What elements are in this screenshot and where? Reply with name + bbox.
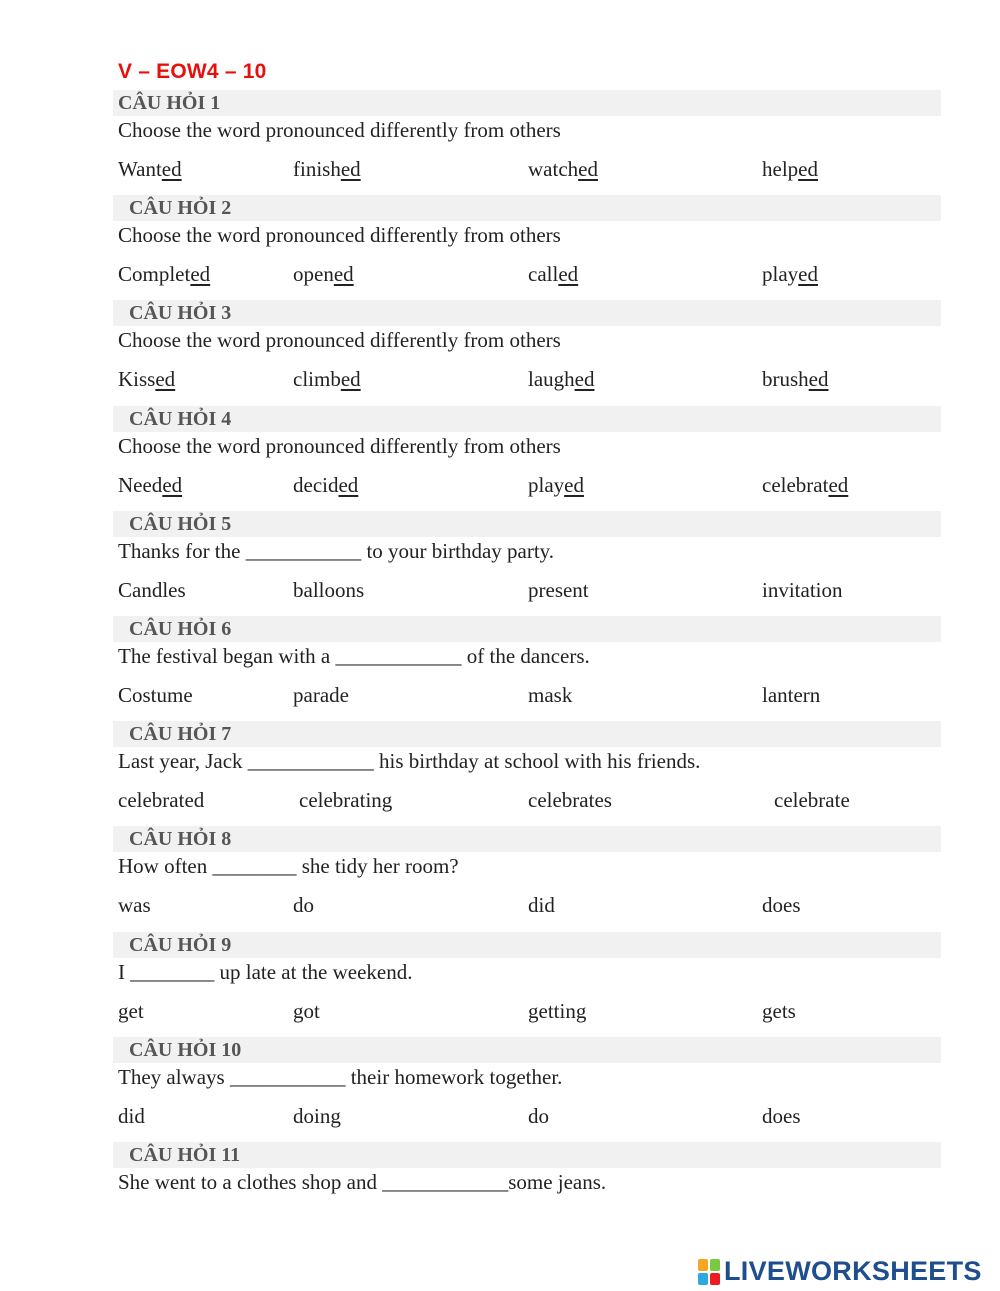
answer-option[interactable] bbox=[293, 366, 361, 392]
answer-option[interactable] bbox=[293, 156, 361, 182]
option-word: balloons bbox=[293, 578, 365, 602]
underlined-suffix: ed bbox=[798, 262, 818, 286]
answer-option[interactable] bbox=[118, 366, 175, 392]
option-word: getting bbox=[528, 999, 587, 1023]
logo-text: LIVEWORKSHEETS bbox=[724, 1256, 982, 1286]
option-word: Want bbox=[118, 157, 162, 181]
answer-option[interactable] bbox=[528, 787, 612, 813]
underlined-suffix: ed bbox=[161, 157, 182, 181]
liveworksheets-logo bbox=[698, 1256, 982, 1287]
question-header: CÂU HỎI 8 bbox=[113, 826, 941, 852]
option-word: brush bbox=[762, 367, 809, 391]
option-word: celebrate bbox=[774, 788, 850, 812]
option-word: gets bbox=[762, 999, 796, 1023]
option-word: celebrat bbox=[762, 473, 829, 497]
liveworksheets-logo-icon bbox=[698, 1259, 720, 1285]
underlined-suffix: ed bbox=[162, 473, 183, 497]
option-word: Need bbox=[118, 473, 163, 497]
answer-option[interactable] bbox=[528, 1103, 549, 1129]
answer-option[interactable] bbox=[293, 1103, 341, 1129]
question-prompt: She went to a clothes shop and ____________some jeans. bbox=[118, 1170, 607, 1194]
answer-option[interactable] bbox=[293, 682, 349, 708]
option-word: celebrated bbox=[118, 788, 205, 812]
answer-option[interactable] bbox=[293, 892, 314, 918]
answer-option[interactable] bbox=[762, 261, 818, 287]
answer-option[interactable] bbox=[299, 787, 392, 813]
answer-option[interactable] bbox=[762, 366, 829, 392]
option-word: did bbox=[528, 893, 555, 917]
answer-option[interactable] bbox=[118, 472, 182, 498]
underlined-suffix: ed bbox=[798, 157, 818, 181]
question-header: CÂU HỎI 11 bbox=[113, 1142, 941, 1168]
answer-option[interactable] bbox=[293, 577, 364, 603]
answer-option[interactable] bbox=[293, 472, 358, 498]
answer-option[interactable] bbox=[762, 156, 818, 182]
question-header: CÂU HỎI 10 bbox=[113, 1037, 941, 1063]
question-header: CÂU HỎI 9 bbox=[113, 932, 941, 958]
question-prompt: Last year, Jack ____________ his birthday at school with his friends. bbox=[118, 749, 701, 773]
answer-option[interactable] bbox=[118, 261, 210, 287]
underlined-suffix: ed bbox=[155, 367, 176, 391]
answer-option[interactable] bbox=[762, 472, 848, 498]
option-word: lantern bbox=[762, 683, 821, 707]
question-header: CÂU HỎI 2 bbox=[113, 195, 941, 221]
option-word: celebrates bbox=[528, 788, 612, 812]
option-word: got bbox=[293, 999, 320, 1023]
question-header: CÂU HỎI 7 bbox=[113, 721, 941, 747]
option-word: parade bbox=[293, 683, 349, 707]
option-word: Candles bbox=[118, 578, 186, 602]
option-word: play bbox=[528, 473, 565, 497]
option-word: decid bbox=[293, 473, 339, 497]
question-header: CÂU HỎI 5 bbox=[113, 511, 941, 537]
option-word: present bbox=[528, 578, 589, 602]
answer-option[interactable] bbox=[528, 261, 578, 287]
answer-option[interactable] bbox=[293, 998, 320, 1024]
page-title: V – EOW4 – 10 bbox=[118, 60, 267, 83]
answer-option[interactable] bbox=[762, 892, 801, 918]
option-word: invitation bbox=[762, 578, 843, 602]
answer-option[interactable] bbox=[118, 787, 204, 813]
underlined-suffix: ed bbox=[564, 473, 584, 497]
question-prompt: Thanks for the ___________ to your birthday party. bbox=[118, 539, 555, 563]
answer-option[interactable] bbox=[118, 892, 151, 918]
answer-option[interactable] bbox=[528, 998, 586, 1024]
question-header: CÂU HỎI 3 bbox=[113, 300, 941, 326]
option-word: Complet bbox=[118, 262, 191, 286]
underlined-suffix: ed bbox=[808, 367, 829, 391]
option-word: play bbox=[762, 262, 799, 286]
option-word: Kiss bbox=[118, 367, 156, 391]
answer-option[interactable] bbox=[118, 998, 144, 1024]
underlined-suffix: ed bbox=[558, 262, 579, 286]
option-word: laugh bbox=[528, 367, 575, 391]
option-word: get bbox=[118, 999, 144, 1023]
option-word: does bbox=[762, 893, 801, 917]
question-header: CÂU HỎI 4 bbox=[113, 406, 941, 432]
question-prompt: Choose the word pronounced differently from others bbox=[118, 434, 561, 458]
question-prompt: I ________ up late at the weekend. bbox=[118, 960, 413, 984]
option-word: do bbox=[293, 893, 314, 917]
underlined-suffix: ed bbox=[190, 262, 211, 286]
answer-option[interactable] bbox=[762, 998, 796, 1024]
answer-option[interactable] bbox=[528, 366, 594, 392]
question-prompt: How often ________ she tidy her room? bbox=[118, 854, 459, 878]
answer-option[interactable] bbox=[293, 261, 354, 287]
option-word: mask bbox=[528, 683, 573, 707]
answer-option[interactable] bbox=[528, 577, 589, 603]
option-word: doing bbox=[293, 1104, 341, 1128]
underlined-suffix: ed bbox=[333, 262, 354, 286]
answer-option[interactable] bbox=[762, 1103, 801, 1129]
question-prompt: Choose the word pronounced differently from others bbox=[118, 328, 561, 352]
option-word: was bbox=[118, 893, 151, 917]
option-word: does bbox=[762, 1104, 801, 1128]
option-word: watch bbox=[528, 157, 579, 181]
underlined-suffix: ed bbox=[338, 473, 359, 497]
answer-option[interactable] bbox=[774, 787, 850, 813]
option-word: Costume bbox=[118, 683, 193, 707]
option-word: call bbox=[528, 262, 559, 286]
answer-option[interactable] bbox=[762, 682, 820, 708]
answer-option[interactable] bbox=[528, 682, 572, 708]
option-word: help bbox=[762, 157, 799, 181]
underlined-suffix: ed bbox=[828, 473, 849, 497]
answer-option[interactable] bbox=[762, 577, 843, 603]
underlined-suffix: ed bbox=[340, 367, 361, 391]
option-word: open bbox=[293, 262, 334, 286]
option-word: celebrating bbox=[299, 788, 393, 812]
answer-option[interactable] bbox=[118, 577, 186, 603]
answer-option[interactable] bbox=[528, 156, 598, 182]
option-word: did bbox=[118, 1104, 145, 1128]
option-word: climb bbox=[293, 367, 341, 391]
answer-option[interactable] bbox=[528, 472, 584, 498]
option-word: do bbox=[528, 1104, 549, 1128]
question-prompt: They always ___________ their homework together. bbox=[118, 1065, 563, 1089]
underlined-suffix: ed bbox=[574, 367, 595, 391]
underlined-suffix: ed bbox=[340, 157, 361, 181]
question-header: CÂU HỎI 1 bbox=[113, 90, 941, 116]
underlined-suffix: ed bbox=[578, 157, 598, 181]
question-prompt: Choose the word pronounced differently from others bbox=[118, 223, 561, 247]
question-prompt: The festival began with a ____________ of the dancers. bbox=[118, 644, 590, 668]
option-word: finish bbox=[293, 157, 341, 181]
answer-option[interactable] bbox=[118, 682, 193, 708]
question-header: CÂU HỎI 6 bbox=[113, 616, 941, 642]
answer-option[interactable] bbox=[528, 892, 555, 918]
answer-option[interactable] bbox=[118, 1103, 145, 1129]
answer-option[interactable] bbox=[118, 156, 182, 182]
question-prompt: Choose the word pronounced differently from others bbox=[118, 118, 561, 142]
